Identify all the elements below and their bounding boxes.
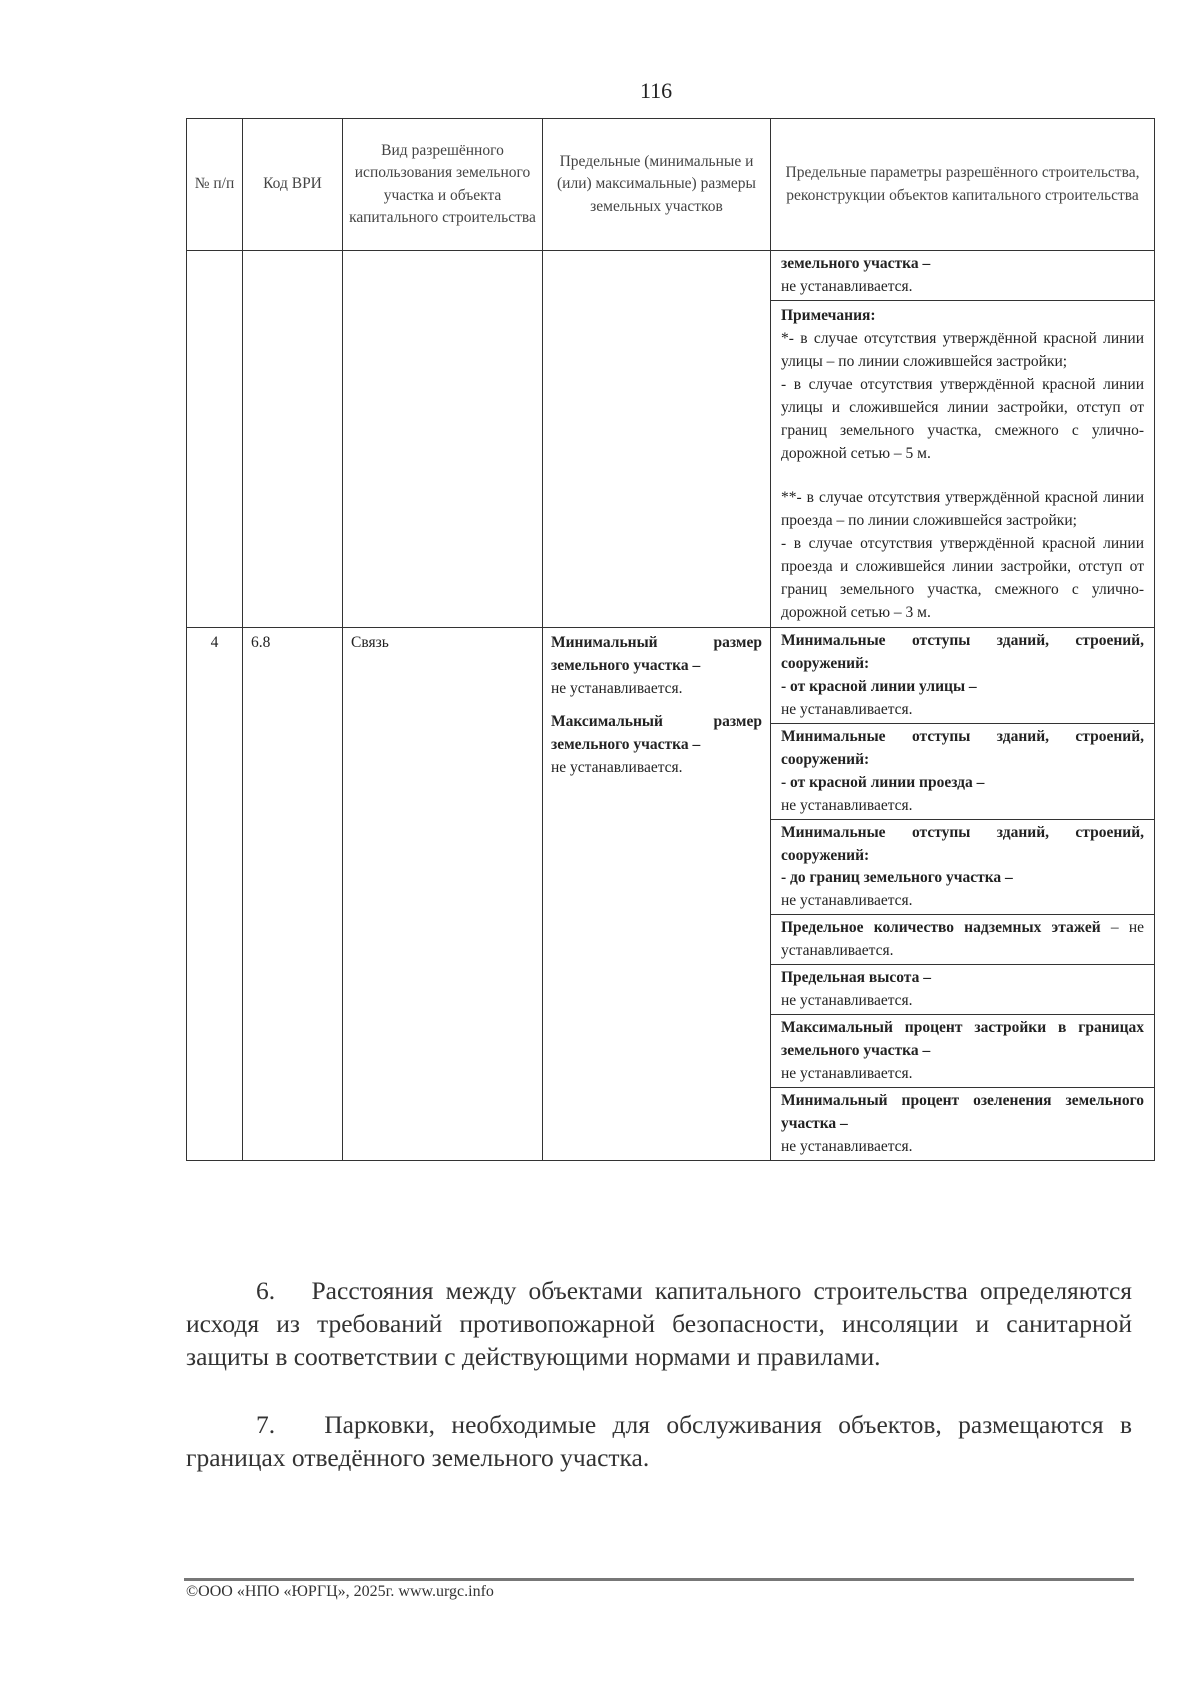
size-title: Максимальный размер земельного участка – [551, 712, 762, 753]
row-number: 4 [187, 628, 243, 1161]
param-block [771, 964, 1154, 1014]
param-block [771, 251, 1154, 300]
size-block [543, 628, 770, 705]
size-title: Минимальный размер земельного участка – [551, 634, 762, 674]
param-value: не устанавливается. [781, 892, 913, 910]
size-block [543, 705, 770, 784]
header-plot-sizes: Предельные (минимальные и (или) максимальные) размеры земельных участков [543, 119, 771, 251]
param-block [771, 1014, 1154, 1087]
param-detail: - до границ земельного участка – [781, 869, 1013, 887]
header-code: Код ВРИ [243, 119, 343, 251]
param-title: Максимальный процент застройки в границах земельного участка – [781, 1019, 1144, 1059]
param-block [771, 723, 1154, 819]
param-value: не устанавливается. [781, 1137, 913, 1155]
param-value: – не устанавливается. [781, 919, 1144, 960]
size-value: не устанавливается. [551, 758, 683, 776]
paragraph-number: 7. [256, 1410, 276, 1439]
param-title: Предельное количество надземных этажей [781, 919, 1101, 937]
param-title: земельного участка – [781, 255, 931, 272]
size-value: не устанавливается. [551, 679, 683, 697]
footer-copyright: ©ООО «НПО «ЮРГЦ», 2025г. www.urgc.info [186, 1583, 494, 1600]
note-line: *- в случае отсутствия утверждённой красной линии улицы – по линии сложившейся застройки; [781, 329, 1144, 370]
row-code: 6.8 [243, 628, 343, 1161]
param-title: Минимальные отступы зданий, строений, сооружений: [781, 632, 1144, 672]
paragraph-text: Парковки, необходимые для обслуживания объектов, размещаются в границах отведённого земельного участка. [186, 1410, 1133, 1472]
table-row-continuation [187, 251, 1155, 628]
row-use-name: Связь [343, 628, 543, 1161]
param-title: Минимальные отступы зданий, строений, сооружений: [781, 823, 1144, 864]
param-title: Минимальный процент озеленения земельного участка – [781, 1091, 1144, 1132]
note-line: - в случае отсутствия утверждённой красной линии улицы и сложившейся линии застройки, отступ от границ земельного участка, смежного с улично-дорожной сетью – 5 м. [781, 375, 1144, 462]
note-line: **- в случае отсутствия утверждённой красной линии проезда – по линии сложившейся застройки; [781, 489, 1144, 530]
regulations-table [186, 118, 1155, 1161]
row-params-cell [771, 628, 1155, 1161]
notes-title: Примечания: [781, 306, 876, 324]
page-number: 116 [640, 78, 673, 103]
param-value: не устанавливается. [781, 992, 913, 1010]
paragraph-number: 6. [256, 1276, 276, 1305]
param-detail: - от красной линии улицы – [781, 677, 977, 695]
footer-divider [184, 1578, 1134, 1581]
param-title: Предельная высота – [781, 969, 931, 987]
notes-block [771, 300, 1154, 627]
param-value: не устанавливается. [781, 796, 913, 814]
paragraph-7 [186, 1408, 1132, 1474]
paragraph-6 [186, 1274, 1132, 1373]
row-sizes-cell [543, 628, 771, 1161]
param-block [771, 1087, 1154, 1160]
header-parameters: Предельные параметры разрешённого строительства, реконструкции объектов капитального строительства [771, 119, 1155, 251]
note-line: - в случае отсутствия утверждённой красной линии проезда и сложившейся линии застройки, отступ от границ земельного участка, смежного с улично-дорожной сетью – 3 м. [781, 535, 1144, 622]
continuation-params-cell [771, 251, 1155, 628]
param-title: Минимальные отступы зданий, строений, сооружений: [781, 727, 1144, 768]
header-use-type: Вид разрешённого использования земельного участка и объекта капитального строительства [343, 119, 543, 251]
param-value: не устанавливается. [781, 277, 913, 295]
param-value: не устанавливается. [781, 1064, 913, 1082]
param-value: не устанавливается. [781, 700, 913, 718]
header-number: № п/п [187, 119, 243, 251]
param-block [771, 628, 1154, 723]
table-row [187, 628, 1155, 1161]
table-header-row [187, 119, 1155, 251]
paragraph-text: Расстояния между объектами капитального строительства определяются исходя из требований противопожарной безопасности, инсоляции и санитарной защиты в соответствии с действующими нормами и правилами. [186, 1276, 1132, 1371]
param-block [771, 914, 1154, 964]
param-detail: - от красной линии проезда – [781, 773, 985, 791]
param-block [771, 819, 1154, 915]
